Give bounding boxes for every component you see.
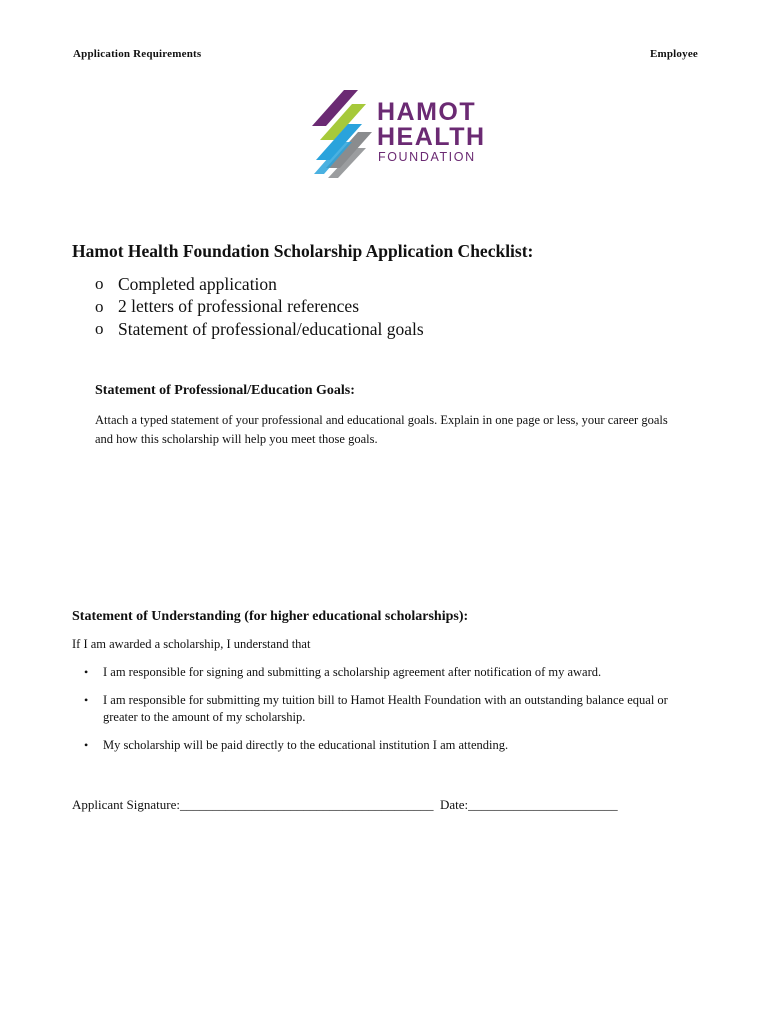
understanding-intro: If I am awarded a scholarship, I understand that — [72, 637, 311, 651]
understanding-item — [84, 692, 684, 727]
understanding-item — [84, 664, 684, 682]
checklist-bullet: o — [95, 274, 104, 294]
understanding-item-text: I am responsible for submitting my tuition bill to Hamot Health Foundation with an outstanding balance equal or greater to the amount of my scholarship. — [103, 692, 668, 724]
checklist — [95, 273, 424, 341]
logo-text-health: HEALTH — [377, 123, 486, 151]
logo-text-hamot: HAMOT — [377, 98, 477, 126]
logo-text-foundation: FOUNDATION — [378, 150, 476, 164]
hamot-health-foundation-logo — [312, 88, 492, 178]
understanding-heading: Statement of Understanding (for higher educational scholarships): — [72, 609, 469, 624]
goals-heading: Statement of Professional/Education Goals: — [95, 383, 355, 398]
understanding-list — [84, 664, 684, 764]
checklist-item-label: Statement of professional/educational goals — [118, 318, 424, 339]
signature-date-line[interactable]: Applicant Signature:_______________________________________ Date:_______________________ — [72, 797, 618, 812]
checklist-item — [95, 318, 424, 341]
checklist-title: Hamot Health Foundation Scholarship Application Checklist: — [72, 241, 534, 261]
checklist-bullet: o — [95, 319, 104, 339]
header-audience-label: Employee — [649, 48, 698, 60]
understanding-item — [84, 737, 684, 755]
checklist-item-label: 2 letters of professional references — [118, 296, 360, 317]
header-section-title: Application Requirements — [73, 48, 202, 60]
logo-stripes-mark — [312, 88, 372, 178]
checklist-bullet: o — [95, 296, 104, 316]
checklist-item — [95, 273, 424, 296]
checklist-item-label: Completed application — [118, 273, 277, 294]
bullet-dot: • — [84, 692, 89, 707]
checklist-item — [95, 296, 424, 319]
goals-instructions: Attach a typed statement of your professional and educational goals. Explain in one page or less, your career goals and how this scholarship will help you meet those goals. — [95, 413, 668, 446]
bullet-dot: • — [84, 665, 89, 679]
understanding-item-text: I am responsible for signing and submitting a scholarship agreement after notification of my award. — [103, 665, 602, 679]
bullet-dot: • — [84, 737, 89, 752]
understanding-item-text: My scholarship will be paid directly to the educational institution I am attending. — [103, 737, 509, 752]
